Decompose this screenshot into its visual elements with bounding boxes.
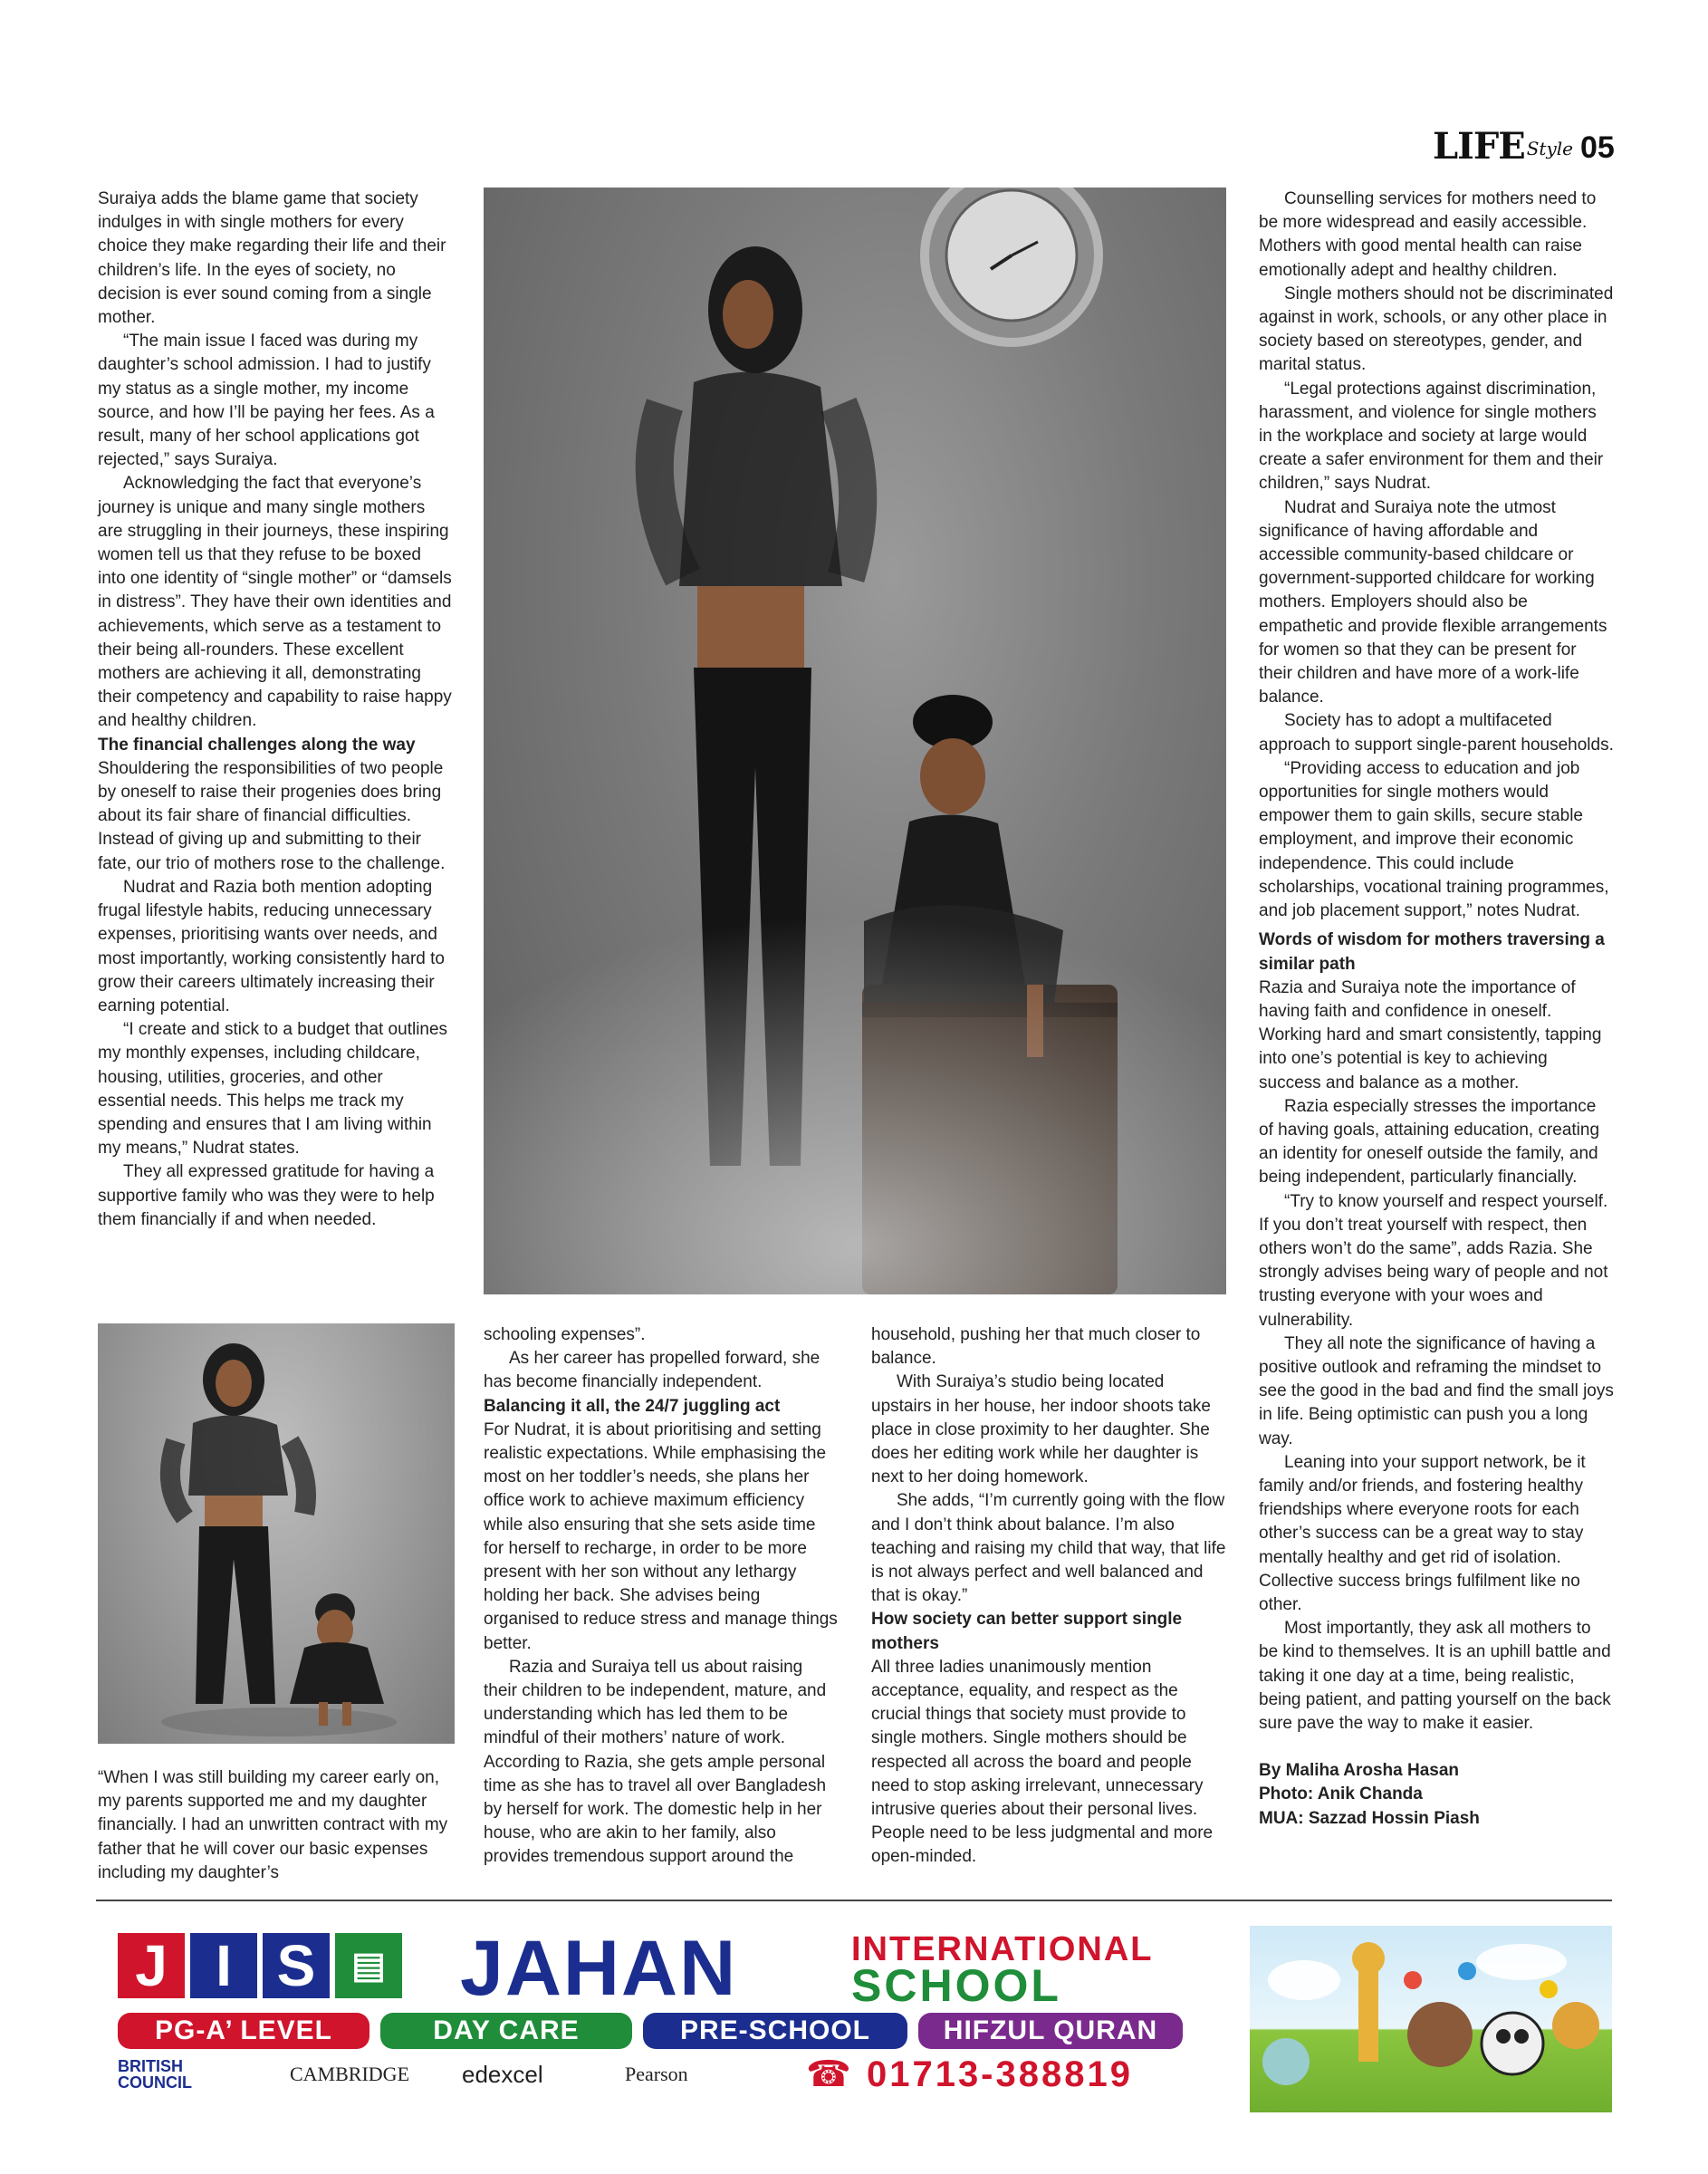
school-word: SCHOOL	[851, 1960, 1061, 2011]
section-mark-style: Style	[1526, 138, 1574, 159]
paragraph: Suraiya adds the blame game that society indulges in with single mothers for every choice they make regarding their life and their children’s life. In the eyes of society, no decision is ever sound coming from a single mother.	[98, 189, 446, 328]
paragraph: Razia and Suraiya note the importance of having faith and confidence in oneself. Working hard and smart consistently, tapping into one’s potential is key to achieving success and balance as a mother.	[1259, 977, 1602, 1092]
article-column-1	[98, 188, 453, 1232]
section-mark	[1433, 125, 1615, 168]
section-heading: How society can better support single mothers	[871, 1610, 1183, 1653]
paragraph: They all note the significance of having a positive outlook and reframing the mindset to see the good in the bad and find the small joys in life. Being optimistic can push you a long way.	[1259, 1333, 1614, 1448]
school-advertisement	[118, 1926, 1612, 2112]
photo-credit: Photo: Anik Chanda	[1259, 1784, 1423, 1804]
paragraph: schooling expenses”.	[484, 1325, 646, 1344]
paragraph: For Nudrat, it is about prioritising and setting realistic expectations. While emphasising the most on her toddler’s needs, she plans her office work to achieve maximum efficiency while also ensuring that she sets aside time for herself to recharge, in order to be more present with her son without any lethargy holding her back. She advises being organised to reduce stress and manage things better.	[484, 1419, 838, 1653]
section-heading: Balancing it all, the 24/7 juggling act	[484, 1396, 781, 1416]
paragraph: Acknowledging the fact that everyone’s journey is unique and many single mothers are struggling in their journeys, these inspiring women tell us that they refuse to be boxed into one identity of “single mother” or “damsels in distress”. They have their own identities and achievements, which serve as a testament to their being all-rounders. These excellent mothers are achieving it all, demonstrating their competency and capability to raise happy and healthy children.	[98, 474, 452, 731]
section-mark-life: LIFE	[1433, 125, 1525, 168]
footer-divider	[96, 1900, 1612, 1901]
book-icon: ▤	[335, 1933, 402, 1998]
mother-daughter-photo	[98, 1323, 455, 1744]
school-international: INTERNATIONAL	[851, 1930, 1154, 1968]
program-pill: DAY CARE	[380, 2013, 632, 2049]
photo-illustration	[98, 1323, 455, 1744]
partner-edexcel: edexcel	[462, 2061, 543, 2088]
paragraph: “Legal protections against discrimination, harassment, and violence for single mothers in the workplace and society at large would create a safer environment for them and their children,” says Nudrat.	[1259, 379, 1604, 494]
article-column-4	[1259, 188, 1614, 1831]
paragraph: As her career has propelled forward, she has become financially independent.	[484, 1349, 820, 1392]
page-number: 05	[1580, 130, 1615, 165]
paragraph: All three ladies unanimously mention acceptance, equality, and respect as the crucial things that society must provide to single mothers. Single mothers should be respected all across the board and people need to stop asking irrelevant, unnecessary intrusive queries about their personal lives. People need to be less judgmental and more open-minded.	[871, 1657, 1214, 1867]
paragraph: With Suraiya’s studio being located upstairs in her house, her indoor shoots take place in close proximity to her daughter. She does her editing work while her daughter is next to her doing homework.	[871, 1372, 1211, 1487]
paragraph: “The main issue I faced was during my daughter’s school admission. I had to justify my status as a single mother, my income source, and how I’ll be paying her fees. As a result, many of her school applications got rejected,” says Suraiya.	[98, 332, 435, 470]
article-column-1-continued	[98, 1766, 453, 1885]
paragraph: Single mothers should not be discriminated against in work, schools, or any other place in society based on stereotypes, gender, and marital status.	[1259, 284, 1614, 375]
paragraph: They all expressed gratitude for having a supportive family who was they were to help them financially if and when needed.	[98, 1162, 435, 1229]
paragraph: “I create and stick to a budget that outlines my monthly expenses, including childcare, housing, utilities, groceries, and other essential needs. This helps me track my spending and ensures that I am living within my means,” Nudrat states.	[98, 1020, 448, 1159]
program-pill: PRE-SCHOOL	[643, 2013, 907, 2049]
section-heading: Words of wisdom for mothers traversing a similar path	[1259, 930, 1605, 974]
paragraph: Shouldering the responsibilities of two people by oneself to raise their progenies does bring about its fair share of financial difficulties. Instead of giving up and submitting to their fate, our trio of mothers rose to the challenge.	[98, 758, 446, 873]
mua-credit: MUA: Sazzad Hossin Piash	[1259, 1808, 1480, 1828]
school-name: JAHAN	[460, 1925, 738, 2012]
paragraph: Society has to adopt a multifaceted approach to support single-parent households.	[1259, 711, 1614, 755]
paragraph: Nudrat and Razia both mention adopting frugal lifestyle habits, reducing unnecessary expenses, prioritising wants over needs, and most importantly, working consistently hard to grow their careers ultimately increasing their earning potential.	[98, 877, 445, 1015]
photo-illustration	[484, 188, 1226, 1294]
phone-number	[806, 2054, 1133, 2094]
program-pill: HIFZUL QURAN	[918, 2013, 1183, 2049]
partner-british-council: BRITISH COUNCIL	[118, 2057, 192, 2092]
article-column-2	[484, 1323, 839, 1870]
partner-pearson: Pearson	[625, 2063, 688, 2085]
logo-letter: S	[263, 1933, 330, 1998]
paragraph: “Providing access to education and job opportunities for single mothers would empower them to gain skills, secure stable employment, and improve their economic independence. This could include scholarships, vocational training programmes, and job placement support,” notes Nudrat.	[1259, 758, 1609, 921]
paragraph: Counselling services for mothers need to be more widespread and easily accessible. Mothers with good mental health can raise emotionally adept and healthy children.	[1259, 189, 1597, 280]
program-pill: PG-A’ LEVEL	[118, 2013, 369, 2049]
logo-letter: J	[118, 1933, 185, 1998]
section-heading: The financial challenges along the way	[98, 735, 416, 755]
school-logo	[118, 1933, 402, 1998]
paragraph: Nudrat and Suraiya note the utmost significance of having affordable and accessible community-based childcare or government-supported childcare for working mothers. Employers should also be empathetic and provide flexible arrangements for women so that they can be present for their children and have more of a work-life balance.	[1259, 497, 1607, 707]
logo-letter: I	[190, 1933, 257, 1998]
paragraph: Leaning into your support network, be it family and/or friends, and fostering healthy friendships where everyone roots for each other’s success can be a great way to stay mentally healthy and get rid of isolation. Collective success brings fulfilment like no other.	[1259, 1452, 1586, 1614]
animals-illustration	[1250, 1926, 1612, 2112]
article-column-3	[871, 1323, 1226, 1870]
paragraph: “Try to know yourself and respect yourself. If you don’t treat yourself with respect, then others won’t do the same”, adds Razia. She strongly advises being wary of people and not trusting everyone with your woes and vulnerability.	[1259, 1191, 1608, 1330]
phone-number-text: 01713-388819	[866, 2054, 1133, 2094]
paragraph: “When I was still building my career early on, my parents supported me and my daughter financially. I had an unwritten contract with my father that he will cover our basic expenses including my daughter’s	[98, 1768, 448, 1882]
byline: By Maliha Arosha Hasan	[1259, 1761, 1460, 1781]
paragraph: Most importantly, they ask all mothers to be kind to themselves. It is an uphill battle and taking it one day at a time, being realistic, being patient, and patting yourself on the back sure pave the way to make it easier.	[1259, 1619, 1611, 1733]
paragraph: household, pushing her that much closer to balance.	[871, 1325, 1201, 1369]
paragraph: Razia especially stresses the importance of having goals, attaining education, creating an identity for oneself outside the family, and being independent, particularly financially.	[1259, 1096, 1600, 1188]
paragraph: She adds, “I’m currently going with the flow and I don’t think about balance. I’m also teaching and raising my child that way, that life is not always perfect and well balanced and that is okay.”	[871, 1491, 1226, 1606]
phone-icon: ☎	[806, 2054, 854, 2094]
partner-cambridge: CAMBRIDGE	[290, 2063, 410, 2085]
paragraph: Razia and Suraiya tell us about raising their children to be independent, mature, and understanding which has led them to be mindful of their mothers’ nature of work. According to Razia, she gets ample personal time as she has to travel all over Bangladesh by herself for work. The domestic help in her house, who are akin to her family, also provides tremendous support around the	[484, 1657, 827, 1867]
cartoon-animals-artwork	[1250, 1926, 1612, 2112]
main-photo	[484, 188, 1226, 1294]
